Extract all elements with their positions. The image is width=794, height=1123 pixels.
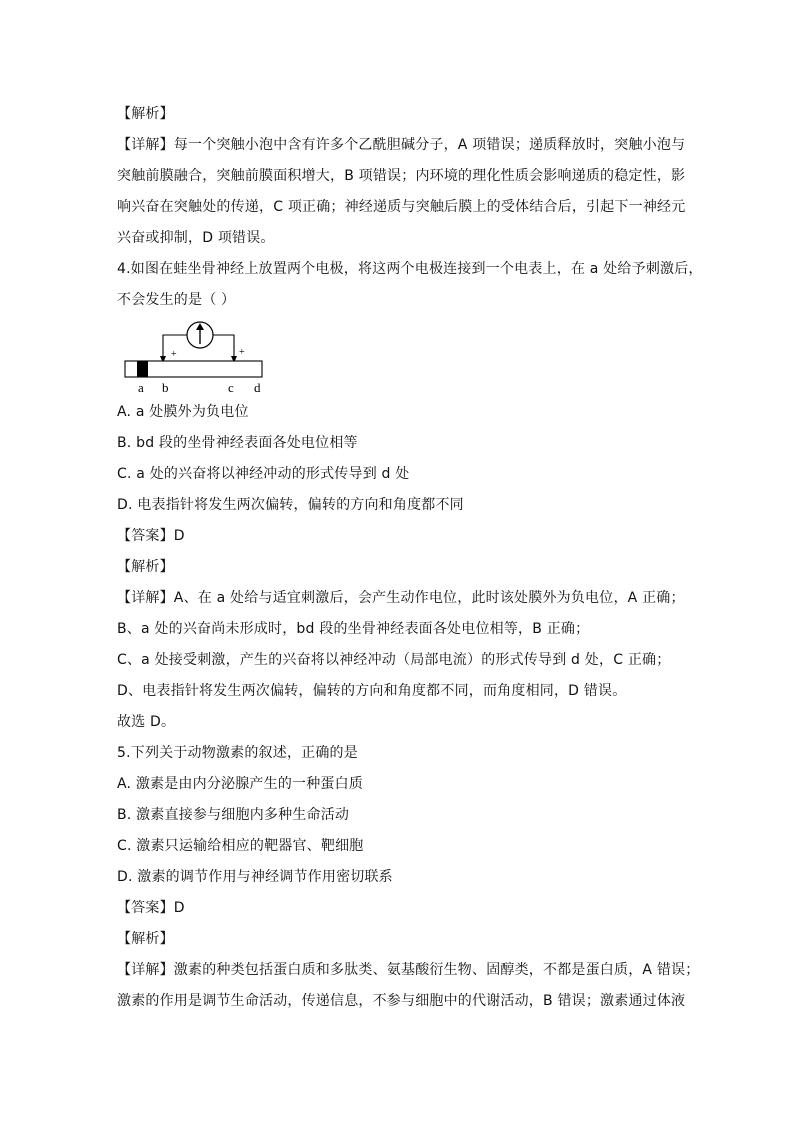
explanation-line: 【详解】A、在 a 处给与适宜刺激后，会产生动作电位，此时该处膜外为负电位，A 正确；	[117, 590, 685, 606]
right-electrode-wire	[213, 335, 234, 360]
explanation-line: 激素的作用是调节生命活动，传递信息，不参与细胞中的代谢活动，B 错误；激素通过体液	[117, 993, 686, 1009]
question-stem: 4.如图在蛙坐骨神经上放置两个电极，将这两个电极连接到一个电表上，在 a 处给予刺激后，	[117, 261, 703, 277]
explanation-line: 响兴奋在突触处的传递，C 项正确；神经递质与突触后膜上的受体结合后，引起下一神经元	[117, 199, 686, 215]
plus-sign-right: +	[239, 347, 245, 358]
answer-line: 【答案】D	[117, 528, 185, 544]
plus-sign-left: +	[171, 349, 177, 360]
explanation-line: 兴奋或抑制，D 项错误。	[117, 230, 275, 246]
question-stem: 不会发生的是（ ）	[117, 292, 236, 308]
explanation-line: 【详解】每一个突触小泡中含有许多个乙酰胆碱分子，A 项错误；递质释放时，突触小泡与	[117, 137, 686, 153]
stimulus-point-a	[137, 361, 148, 377]
label-a: a	[138, 380, 144, 395]
option-a: A. a 处膜外为负电位	[117, 404, 249, 420]
analysis-heading: 【解析】	[117, 106, 174, 122]
label-c: c	[228, 380, 234, 395]
explanation-line: 【详解】激素的种类包括蛋白质和多肽类、氨基酸衍生物、固醇类，不都是蛋白质，A 错误；	[117, 962, 700, 978]
option-b: B. 激素直接参与细胞内多种生命活动	[117, 807, 350, 823]
analysis-heading: 【解析】	[117, 559, 174, 575]
explanation-line: C、a 处接受刺激，产生的兴奋将以神经冲动（局部电流）的形式传导到 d 处，C 正确；	[117, 652, 671, 668]
option-b: B. bd 段的坐骨神经表面各处电位相等	[117, 435, 358, 451]
label-d: d	[254, 380, 261, 395]
option-a: A. 激素是由内分泌腺产生的一种蛋白质	[117, 776, 364, 792]
conclusion-line: 故选 D。	[117, 714, 176, 730]
option-c: C. a 处的兴奋将以神经冲动的形式传导到 d 处	[117, 466, 410, 482]
analysis-heading: 【解析】	[117, 931, 174, 947]
question-stem: 5.下列关于动物激素的叙述，正确的是	[117, 745, 358, 761]
label-b: b	[162, 380, 169, 395]
explanation-line: B、a 处的兴奋尚未形成时，bd 段的坐骨神经表面各处电位相等，B 正确；	[117, 621, 590, 637]
explanation-line: D、电表指针将发生两次偏转，偏转的方向和角度都不同，而角度相同，D 错误。	[117, 683, 627, 699]
option-d: D. 激素的调节作用与神经调节作用密切联系	[117, 869, 393, 885]
answer-line: 【答案】D	[117, 900, 185, 916]
option-d: D. 电表指针将发生两次偏转，偏转的方向和角度都不同	[117, 497, 464, 513]
explanation-line: 突触前膜融合，突触前膜面积增大，B 项错误；内环境的理化性质会影响递质的稳定性，影	[117, 168, 686, 184]
nerve-electrode-figure	[120, 318, 270, 398]
option-c: C. 激素只运输给相应的靶器官、靶细胞	[117, 838, 364, 854]
